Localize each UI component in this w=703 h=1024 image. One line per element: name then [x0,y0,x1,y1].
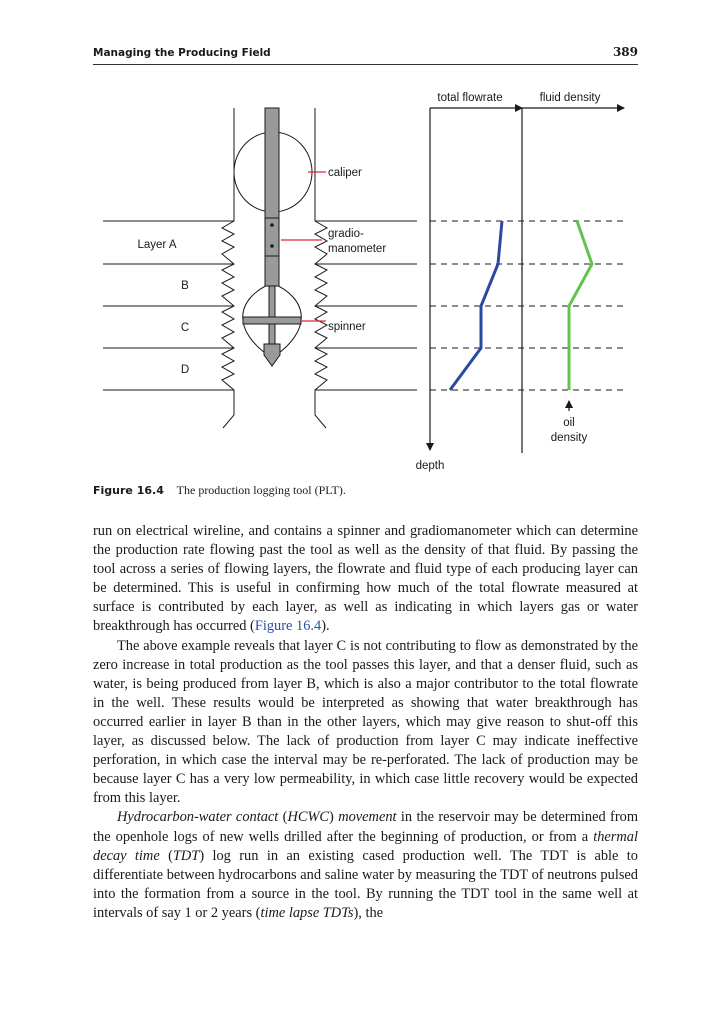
plt-figure [0,80,703,480]
layer-d-label: D [180,364,190,376]
gradiomanometer-label-1: gradio- [328,228,364,240]
page-number: 389 [612,45,638,59]
paragraph-3: Hydrocarbon-water contact (HCWC) movement in the reservoir may be determined from the openhole logs of new wells drilled after the beginning of production, or from a thermal decay time (TDT) log run in an existing cased production well. The TDT is able to differentiate between hydrocarbons and saline water by measuring the TDT of neutrons pulsed into the formation from a source in the tool. By running the TDT tool in the same well at intervals of say 1 or 2 years (time lapse TDTs), the [93,809,639,921]
layer-c-label: C [180,322,190,334]
caliper-label: caliper [328,167,362,179]
fluid-density-header: fluid density [539,92,601,104]
log-axes [430,108,624,453]
gradiomanometer-label-2: manometer [328,243,387,255]
layer-b-label: B [181,280,189,292]
figure-reference-link[interactable]: Figure 16.4 [254,618,322,635]
paragraph-2: The above example reveals that layer C is not contributing to flow as demonstrated by the zero increase in total production as the tool passes this layer, and that a denser fluid, such as water, is being produced from layer B, which is also a major contributor to the total flowrate in the well. These results would be interpreted as showing that water breakthrough has occurred earlier in layer B than in the other layers, which may give reason to shut-off this layer, as discussed below. The lack of production from layer C may indicate ineffective perforation, in which case the interval may be re-perforated. The lack of production may be because layer C has a very low permeability, in which case little recovery would be expected from this layer. [93,637,638,807]
body-text [93,522,638,923]
caption-text: The production logging tool (PLT). [176,483,346,497]
depth-label: depth [415,460,445,472]
log-gridlines [430,221,625,390]
running-title: Managing the Producing Field [93,47,271,59]
paragraph-1: run on electrical wireline, and contains a spinner and gradiomanometer which can determine the production rate flowing past the tool as well as the density of that fluid. By passing the tool across a series of flowing layers, the flowrate and fluid type of each producing layer can be determined. This is useful in confirming how much of the total flowrate measured at surface is contributed by each layer, as well as indicating in which layers gas or water breakthrough has occurred (Figure 16.4). [93,523,638,635]
running-head [93,44,638,65]
logging-tool [243,108,301,366]
total-flowrate-header: total flowrate [437,92,503,104]
oil-density-label-2: density [550,432,588,444]
caption-label: Figure 16.4 [93,484,164,497]
pointer-lines [281,172,326,321]
oil-density-label-1: oil [563,417,575,429]
layer-a-label: Layer A [137,239,177,251]
spinner-label: spinner [328,321,366,333]
figure-caption [93,483,638,498]
